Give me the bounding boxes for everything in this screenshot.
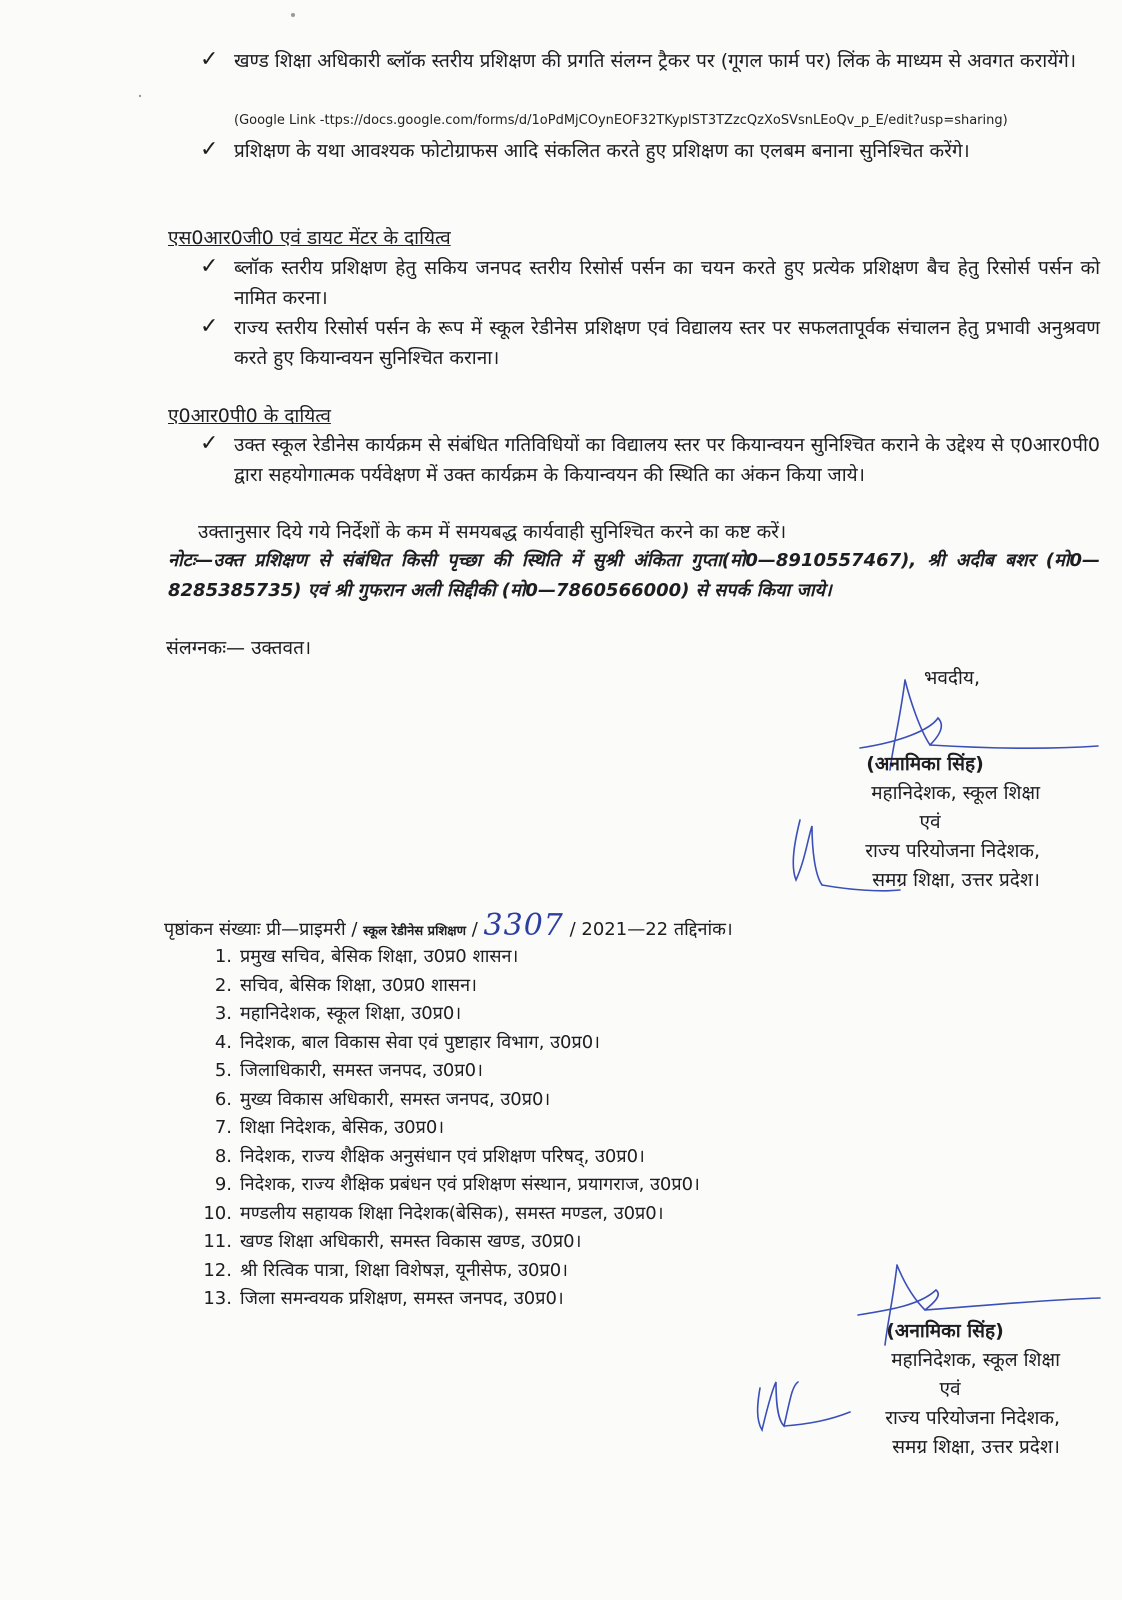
check-icon: ✓ (200, 47, 219, 72)
designation-line: एवं (919, 811, 941, 833)
endorsement-suffix: / 2021—22 तद्दिनांक। (563, 919, 733, 940)
check-icon: ✓ (200, 431, 219, 456)
signature-block (740, 750, 1040, 895)
bullet-text: ब्लॉक स्तरीय प्रशिक्षण हेतु सकिय जनपद स्तरीय रिसोर्स पर्सन का चयन करते हुए प्रत्येक प्रशिक्षण बैच हेतु रिसोर्स पर्सन को नामित करना। (234, 257, 1100, 309)
list-item: 4. निदेशक, बाल विकास सेवा एवं पुष्टाहार विभाग, उ0प्र0। (214, 1031, 600, 1053)
bullet-text: खण्ड शिक्षा अधिकारी ब्लॉक स्तरीय प्रशिक्षण की प्रगति संलग्न ट्रैकर पर (गूगल फार्म पर) लिंक के माध्यम से अवगत करायेंगे। (234, 50, 1077, 72)
endorsement-line (164, 908, 733, 945)
distribution-list (196, 943, 700, 1314)
designation-line: समग्र शिक्षा, उत्तर प्रदेश। (872, 869, 1040, 891)
salutation: भवदीय, (924, 667, 980, 689)
handwritten-number: 3307 (483, 908, 564, 943)
list-item: 3. महानिदेशक, स्कूल शिक्षा, उ0प्र0। (214, 1003, 462, 1024)
section-heading: एस0आर0जी0 एवं डायट मेंटर के दायित्व (168, 227, 451, 249)
list-item: 9. निदेशक, राज्य शैक्षिक प्रबंधन एवं प्रशिक्षण संस्थान, प्रयागराज, उ0प्र0। (214, 1174, 700, 1195)
designation-line: महानिदेशक, स्कूल शिक्षा (871, 782, 1040, 804)
section-heading: ए0आर0पी0 के दायित्व (168, 405, 331, 427)
signature-block (760, 1317, 1060, 1462)
check-icon: ✓ (200, 254, 219, 279)
note: नोटः—उक्त प्रशिक्षण से संबंधित किसी पृच्छा की स्थिति में सुश्री अंकिता गुप्ता(मो0—8910557467), श्री अदीब बशर (मो0—8285385735) एवं श्री गुफरान अली सिद्दीकी (मो0—7860566000) से सपर्क किया जाये। (168, 550, 1100, 601)
list-item: 8. निदेशक, राज्य शैक्षिक अनुसंधान एवं प्रशिक्षण परिषद्, उ0प्र0। (214, 1145, 645, 1167)
list-item: 1. प्रमुख सचिव, बेसिक शिक्षा, उ0प्र0 शासन। (214, 946, 519, 967)
list-item: 11. खण्ड शिक्षा अधिकारी, समस्त विकास खण्ड, उ0प्र0। (203, 1231, 582, 1252)
designation-line: समग्र शिक्षा, उत्तर प्रदेश। (892, 1436, 1060, 1458)
designation-line: एवं (939, 1378, 961, 1400)
list-item: 13. जिला समन्वयक प्रशिक्षण, समस्त जनपद, उ0प्र0। (203, 1288, 564, 1309)
endorsement-subject: स्कूल रेडीनेस प्रशिक्षण (363, 924, 466, 939)
designation-line: राज्य परियोजना निदेशक, (865, 840, 1040, 862)
bullet-text: उक्त स्कूल रेडीनेस कार्यक्रम से संबंधित गतिविधियों का विद्यालय स्तर पर कियान्वयन सुनिश्चित कराने के उद्देश्य से ए0आर0पी0 द्वारा सहयोगात्मक पर्यवेक्षण में उक्त कार्यक्रम के कियान्वयन की स्थिति का अंकन किया जाये। (234, 434, 1100, 486)
endorsement-sep: / (466, 919, 484, 940)
designation-line: राज्य परियोजना निदेशक, (885, 1407, 1060, 1429)
list-item: 10. मण्डलीय सहायक शिक्षा निदेशक(बेसिक), समस्त मण्डल, उ0प्र0। (203, 1202, 664, 1224)
list-item: 7. शिक्षा निदेशक, बेसिक, उ0प्र0। (214, 1117, 445, 1138)
bullet-text: प्रशिक्षण के यथा आवश्यक फोटोग्राफस आदि संकलित करते हुए प्रशिक्षण का एलबम बनाना सुनिश्चित करेंगे। (234, 140, 970, 162)
google-form-link[interactable]: (Google Link -ttps://docs.google.com/forms/d/1oPdMjCOynEOF32TKypIST3TZzcQzXoSVsnLEoQv_p_E/edit?usp=sharing) (234, 113, 1008, 128)
check-icon: ✓ (200, 137, 219, 162)
designation-line: महानिदेशक, स्कूल शिक्षा (891, 1349, 1060, 1371)
list-item: 2. सचिव, बेसिक शिक्षा, उ0प्र0 शासन। (214, 974, 477, 996)
signatory-name: (अनामिका सिंह) (866, 753, 984, 775)
list-item: 12. श्री रित्विक पात्रा, शिक्षा विशेषज्ञ, यूनीसेफ, उ0प्र0। (203, 1259, 568, 1281)
enclosure: संलग्नकः— उक्तवत। (166, 637, 312, 659)
bullet-text: राज्य स्तरीय रिसोर्स पर्सन के रूप में स्कूल रेडीनेस प्रशिक्षण एवं विद्यालय स्तर पर सफलतापूर्वक संचालन हेतु प्रभावी अनुश्रवण करते हुए कियान्वयन सुनिश्चित कराना। (234, 317, 1100, 369)
check-icon: ✓ (200, 314, 219, 339)
signatory-name: (अनामिका सिंह) (886, 1320, 1004, 1342)
endorsement-prefix: पृष्ठांकन संख्याः प्री—प्राइमरी / (164, 919, 364, 940)
list-item: 5. जिलाधिकारी, समस्त जनपद, उ0प्र0। (214, 1060, 483, 1081)
list-item: 6. मुख्य विकास अधिकारी, समस्त जनपद, उ0प्र0। (214, 1088, 551, 1110)
closing-line: उक्तानुसार दिये गये निर्देशों के कम में समयबद्ध कार्यवाही सुनिश्चित करने का कष्ट करें। (198, 521, 787, 543)
